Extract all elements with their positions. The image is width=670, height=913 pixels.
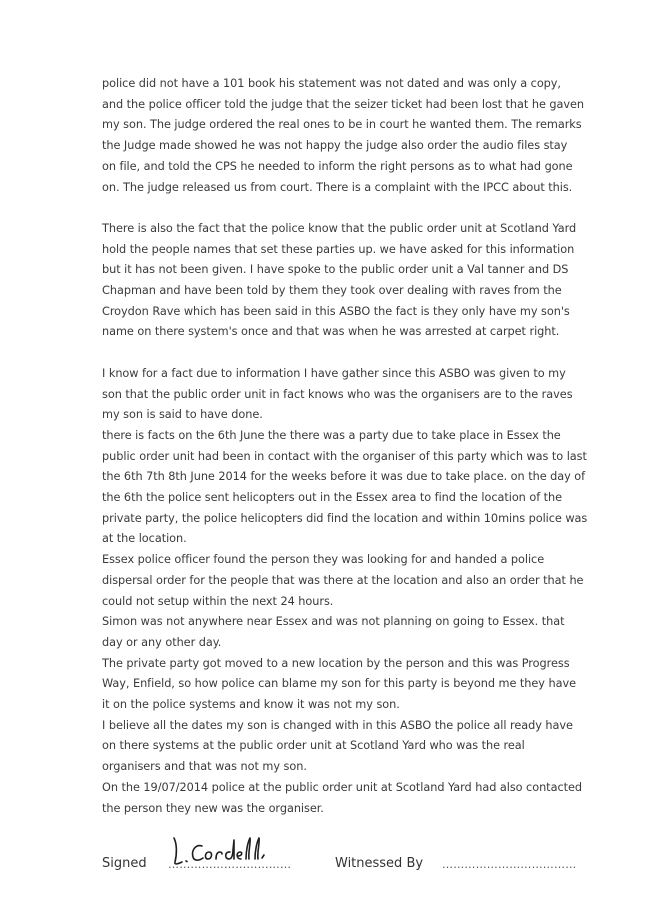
text-line: son that the public order unit in fact knows who was the organisers are to the raves: [102, 387, 573, 401]
text-line: dispersal order for the people that was there at the location and also an order that he: [102, 573, 584, 587]
paragraph-court-remarks: [102, 74, 585, 198]
text-line: private party, the police helicopters did find the location and within 10mins police was: [102, 511, 588, 525]
paragraph-public-order-unit: [102, 219, 577, 343]
signed-label: Signed: [102, 856, 147, 871]
statement-body: [102, 74, 588, 819]
text-line: Essex police officer found the person they was looking for and handed a police: [102, 553, 545, 567]
witnessed-label: Witnessed By: [335, 856, 424, 871]
text-line: there is facts on the 6th June the there was a party due to take place in Essex the: [102, 428, 561, 442]
text-line: my son is said to have done.: [102, 408, 263, 422]
text-line: it on the police systems and know it was not my son.: [102, 698, 400, 712]
text-line: the 6th the police sent helicopters out in the Essex area to find the location of the: [102, 491, 563, 505]
text-line: Croydon Rave which has been said in this ASBO the fact is they only have my son's: [102, 304, 570, 318]
text-line: organisers and that was not my son.: [102, 760, 307, 774]
text-line: on. The judge released us from court. There is a complaint with the IPCC about this.: [102, 180, 573, 194]
text-line: the Judge made showed he was not happy the judge also order the audio files stay: [102, 139, 568, 153]
text-line: On the 19/07/2014 police at the public order unit at Scotland Yard had also contacted: [102, 780, 582, 794]
text-line: on file, and told the CPS he needed to inform the right persons as to what had gone: [102, 159, 573, 173]
text-line: and the police officer told the judge that the seizer ticket had been lost that he gaven: [102, 97, 585, 111]
text-line: I believe all the dates my son is changed with in this ASBO the police all ready have: [102, 718, 573, 732]
text-line: at the location.: [102, 532, 187, 546]
text-line: I know for a fact due to information I have gather since this ASBO was given to my: [102, 366, 566, 380]
text-line: There is also the fact that the police know that the public order unit at Scotland Yard: [102, 221, 577, 235]
text-line: public order unit had been in contact with the organiser of this party which was to last: [102, 449, 587, 463]
paragraph-essex-party: [102, 364, 588, 819]
text-line: hold the people names that set these parties up. we have asked for this information: [102, 242, 575, 256]
text-line: Simon was not anywhere near Essex and was not planning on going to Essex. that: [102, 615, 565, 629]
text-line: could not setup within the next 24 hours.: [102, 594, 334, 608]
signed-line: ……………………………: [168, 858, 292, 871]
text-line: The private party got moved to a new location by the person and this was Progress: [102, 656, 570, 670]
text-line: on there systems at the public order unit at Scotland Yard who was the real: [102, 739, 525, 753]
text-line: police did not have a 101 book his statement was not dated and was only a copy,: [102, 77, 561, 90]
text-line: the person they new was the organiser.: [102, 801, 324, 815]
text-line: but it has not been given. I have spoke to the public order unit a Val tanner and DS: [102, 263, 569, 277]
text-line: name on there system's once and that was when he was arrested at carpet right.: [102, 325, 560, 339]
text-line: Chapman and have been told by them they took over dealing with raves from the: [102, 284, 562, 298]
text-line: my son. The judge ordered the real ones to be in court he wanted them. The remarks: [102, 118, 582, 132]
witnessed-line: ………………………………: [442, 858, 577, 871]
text-line: Way, Enfield, so how police can blame my son for this party is beyond me they have: [102, 677, 576, 691]
text-line: day or any other day.: [102, 635, 222, 649]
text-line: the 6th 7th 8th June 2014 for the weeks before it was due to take place. on the day of: [102, 470, 586, 484]
signature-block: [102, 856, 622, 880]
paragraph-gap: [102, 343, 572, 364]
paragraph-gap: [102, 198, 572, 219]
